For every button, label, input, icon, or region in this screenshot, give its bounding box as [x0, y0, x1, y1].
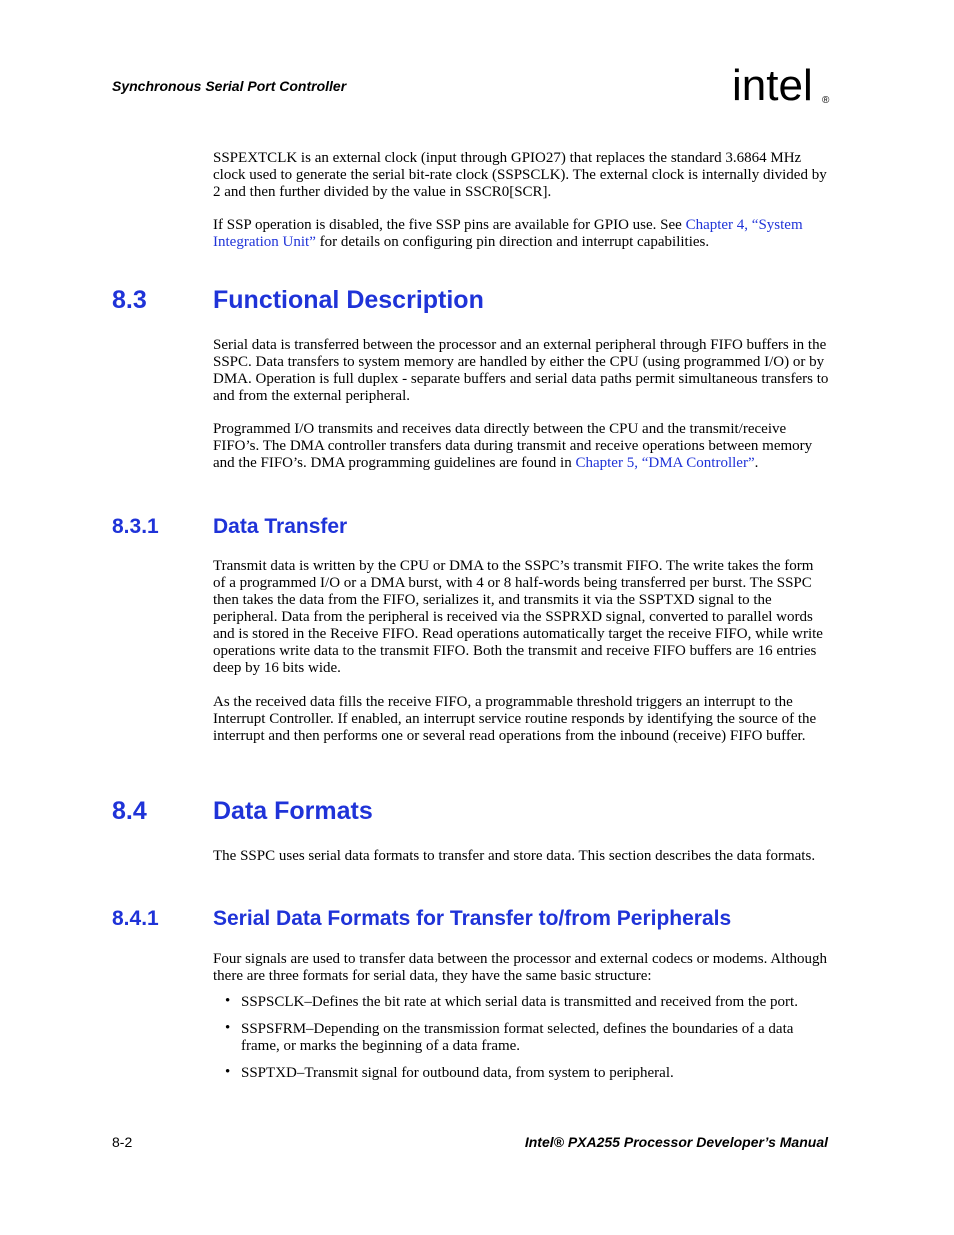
chapter-5-link[interactable]: Chapter 5, “DMA Controller”: [575, 455, 755, 471]
section-8-4-1-paragraph-1: Four signals are used to transfer data between the processor and external codecs or modems. Although there are three formats for serial data, they have the same basic structure:: [213, 951, 827, 984]
section-8-3-1-paragraph-2: As the received data fills the receive FIFO, a programmable threshold triggers an interrupt to the Interrupt Controller. If enabled, an interrupt service routine responds by identifying the source of the interrupt and then performs one or several read operations from the inbound (receive) FIFO buffer.: [213, 694, 817, 744]
section-8-3-paragraph-2: Programmed I/O transmits and receives data directly between the CPU and the transmit/receive FIFO’s. The DMA controller transfers data during transmit and receive operations between memory and the FIFO’s. DMA programming guidelines are found in Chapter 5, “DMA Controller”.: [213, 421, 813, 471]
bullet-icon: •: [225, 1020, 231, 1036]
registered-mark-icon: ®: [822, 95, 830, 106]
section-title: Serial Data Formats for Transfer to/from Peripherals: [213, 907, 732, 930]
bullet-icon: •: [225, 993, 231, 1009]
signal-bullet-list: [213, 994, 829, 1092]
intel-logo-wordmark: intel: [732, 61, 813, 110]
section-title: Data Formats: [213, 797, 373, 825]
page-number: 8-2: [112, 1134, 133, 1150]
list-item: • SSPSFRM–Depending on the transmission format selected, defines the boundaries of a data frame, or marks the beginning of a data frame.: [225, 1020, 794, 1054]
section-8-3-1-paragraph-1: Transmit data is written by the CPU or DMA to the SSPC’s transmit FIFO. The write takes the form of a programmed I/O or a DMA burst, with 4 or 8 half-words being transferred per burst. The SSPC then takes the data from the FIFO, serializes it, and transmits it via the SSPTXD signal to the peripheral. Data from the peripheral is received via the SSPRXD signal, converted to parallel words and is stored in the Receive FIFO. Read operations automatically target the receive FIFO, while write operations write data to the transmit FIFO. Both the transmit and receive FIFO buffers are 16 entries deep by 16 bits wide.: [213, 558, 823, 676]
chapter-4-link[interactable]: Chapter 4, “System Integration Unit”: [213, 217, 803, 250]
section-number: 8.3.1: [112, 515, 159, 538]
section-number: 8.3: [112, 286, 147, 314]
intel-logo: [732, 58, 832, 118]
bullet-icon: •: [225, 1064, 231, 1080]
list-item: • SSPTXD–Transmit signal for outbound data, from system to peripheral.: [225, 1064, 674, 1081]
running-header: Synchronous Serial Port Controller: [112, 78, 347, 94]
list-item: • SSPSCLK–Defines the bit rate at which serial data is transmitted and received from the port.: [225, 993, 798, 1010]
manual-title: Intel® PXA255 Processor Developer’s Manual: [524, 1134, 828, 1150]
section-title: Data Transfer: [213, 515, 348, 538]
section-number: 8.4.1: [112, 907, 159, 930]
section-number: 8.4: [112, 797, 147, 825]
intro-paragraph-1: SSPEXTCLK is an external clock (input through GPIO27) that replaces the standard 3.6864 MHz clock used to generate the serial bit-rate clock (SSPSCLK). The external clock is internally divided by 2 and then further divided by the value in SSCR0[SCR].: [213, 150, 827, 200]
section-title: Functional Description: [213, 286, 484, 314]
section-8-3-paragraph-1: Serial data is transferred between the processor and an external peripheral through FIFO buffers in the SSPC. Data transfers to system memory are handled by either the CPU (using programmed I/O) or by DMA. Operation is full duplex - separate buffers and serial data paths permit simultaneous transfers to and from the external peripheral.: [213, 337, 829, 404]
intro-paragraph-2: If SSP operation is disabled, the five SSP pins are available for GPIO use. See Chapter 4, “System Integration Unit” for details on configuring pin direction and interrupt capabilities.: [213, 217, 803, 250]
section-8-4-paragraph-1: The SSPC uses serial data formats to transfer and store data. This section describes the data formats.: [213, 848, 816, 864]
